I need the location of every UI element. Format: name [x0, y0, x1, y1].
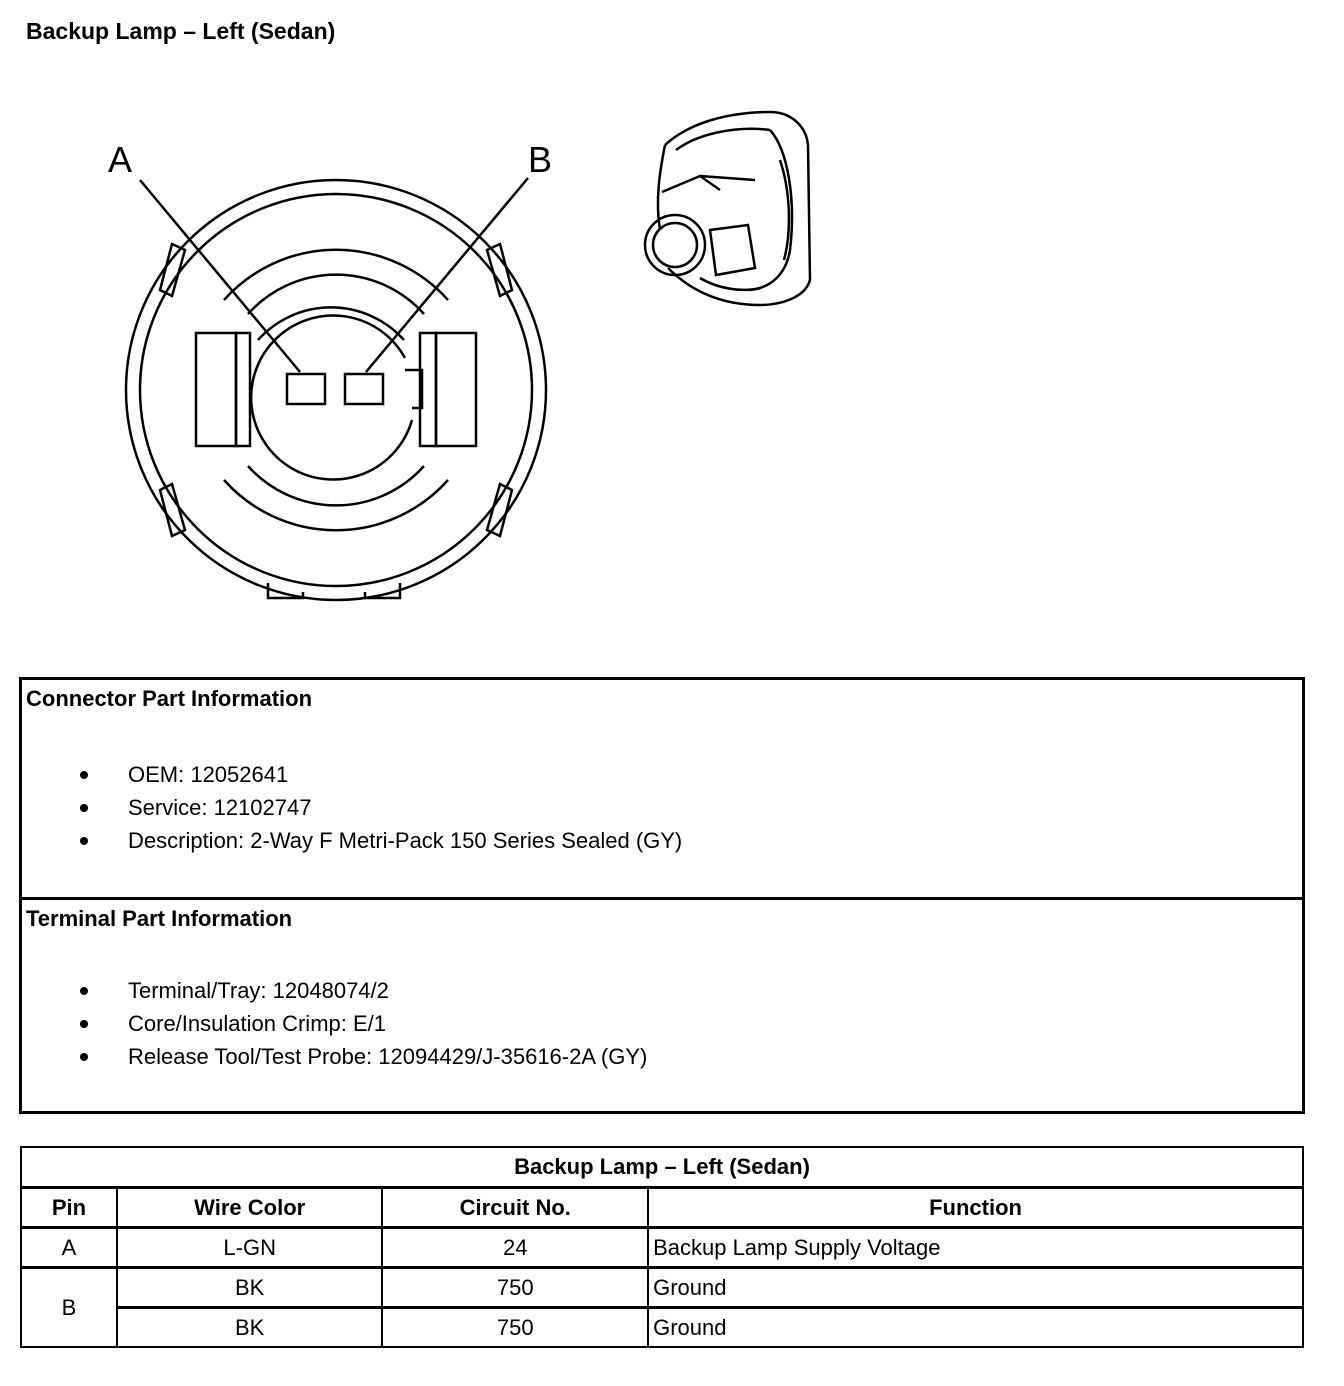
table-header-row [21, 1188, 1303, 1228]
list-item-text: Description: 2-Way F Metri-Pack 150 Series Sealed (GY) [128, 828, 683, 853]
cell-function: Ground [648, 1308, 1303, 1348]
table-row [21, 1268, 1303, 1308]
header-wire-color: Wire Color [117, 1188, 383, 1228]
connector-face-view [126, 178, 546, 600]
list-item [76, 791, 682, 824]
table-row [21, 1228, 1303, 1268]
bullet-icon [80, 771, 88, 779]
table-row [21, 1308, 1303, 1348]
page-title: Backup Lamp – Left (Sedan) [26, 18, 336, 44]
pin-a-cavity [287, 374, 325, 404]
list-item-text: Core/Insulation Crimp: E/1 [128, 1011, 386, 1036]
list-item-text: Service: 12102747 [128, 795, 312, 820]
cell-wire-color: BK [117, 1308, 383, 1348]
cell-wire-color: L-GN [117, 1228, 383, 1268]
list-item [76, 824, 682, 857]
header-pin: Pin [21, 1188, 117, 1228]
cell-circuit: 24 [382, 1228, 648, 1268]
cell-function: Ground [648, 1268, 1303, 1308]
connector-part-information [22, 680, 1302, 900]
terminal-info-list [76, 974, 647, 1073]
bullet-icon [80, 1053, 88, 1061]
terminal-info-title: Terminal Part Information [26, 906, 293, 931]
connector-perspective-view [645, 112, 810, 305]
bullet-icon [80, 1020, 88, 1028]
pin-table [20, 1146, 1304, 1348]
connector-diagram [0, 0, 1344, 660]
connector-info-list [76, 758, 682, 857]
cell-circuit: 750 [382, 1308, 648, 1348]
table-caption-row [21, 1147, 1303, 1188]
header-function: Function [648, 1188, 1303, 1228]
pin-label-b: B [528, 139, 553, 180]
terminal-part-information [22, 900, 1302, 1111]
cell-pin: A [21, 1228, 117, 1268]
list-item-text: Release Tool/Test Probe: 12094429/J-35616-2A (GY) [128, 1044, 648, 1069]
connector-info-title: Connector Part Information [26, 686, 313, 711]
cell-wire-color: BK [117, 1268, 383, 1308]
bullet-icon [80, 837, 88, 845]
cell-function: Backup Lamp Supply Voltage [648, 1228, 1303, 1268]
bullet-icon [80, 804, 88, 812]
list-item [76, 1007, 647, 1040]
header-circuit-no: Circuit No. [382, 1188, 648, 1228]
list-item [76, 758, 682, 791]
list-item-text: Terminal/Tray: 12048074/2 [128, 978, 389, 1003]
list-item [76, 1040, 647, 1073]
list-item-text: OEM: 12052641 [128, 762, 289, 787]
table-caption: Backup Lamp – Left (Sedan) [21, 1147, 1303, 1188]
cell-pin: B [21, 1268, 117, 1348]
pin-b-cavity [345, 374, 383, 404]
part-information-box [19, 677, 1305, 1114]
pin-label-a: A [108, 139, 133, 180]
bullet-icon [80, 987, 88, 995]
list-item [76, 974, 647, 1007]
cell-circuit: 750 [382, 1268, 648, 1308]
